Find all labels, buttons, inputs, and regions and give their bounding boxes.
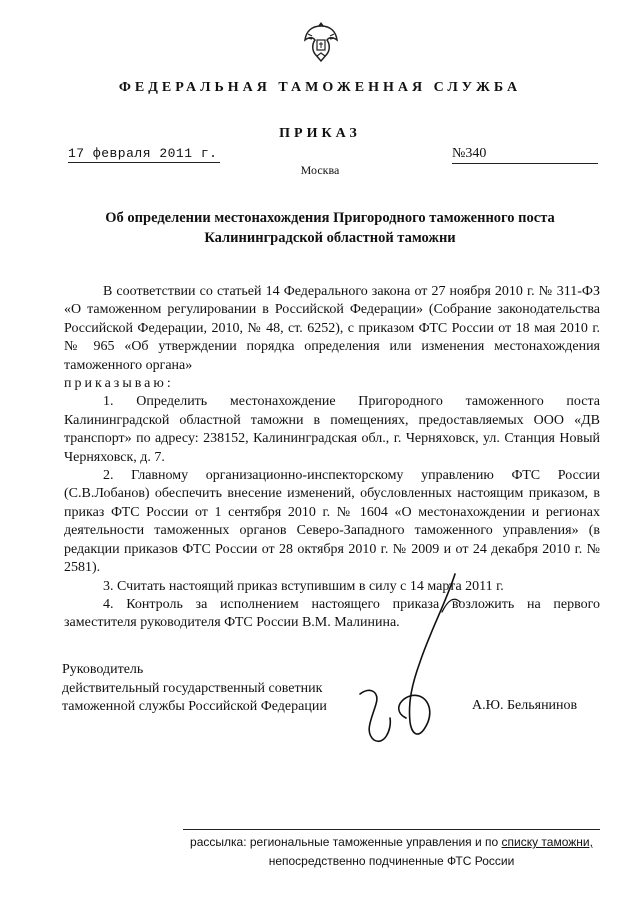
distribution-divider xyxy=(183,829,600,830)
preamble-text: В соответствии со статьей 14 Федерального закона от 27 ноября 2010 г. № 311-ФЗ «О таможенном регулировании в Российской Федерации» (Собрание законодательства Российской Федерации, 2010, № 48, ст. 6252), с приказом ФТС России от 18 мая 2010 г. № 965 «Об утверждении порядка определения или изменения местонахождения таможенного органа» xyxy=(64,284,600,373)
preamble xyxy=(64,283,600,393)
subject-line-2: Калининградской областной таможни xyxy=(204,230,456,246)
signatory-name: А.Ю. Бельянинов xyxy=(472,698,578,713)
distribution-prefix: рассылка: региональные таможенные управления и по xyxy=(190,835,502,849)
distribution-line-2: непосредственно подчиненные ФТС России xyxy=(268,854,515,868)
order-subject xyxy=(60,208,600,248)
signatory-title xyxy=(62,661,382,717)
order-date: 17 февраля 2011 г. xyxy=(68,146,220,163)
signatory-title-line-2: действительный государственный советник xyxy=(62,680,323,696)
distribution-list-link[interactable]: списку таможни, xyxy=(501,835,593,849)
russian-coat-of-arms-icon xyxy=(303,20,339,64)
order-item-3: 3. Считать настоящий приказ вступившим в силу с 14 марта 2011 г. xyxy=(103,578,504,594)
signatory-title-line-3: таможенной службы Российской Федерации xyxy=(62,699,327,714)
signatory-title-line-1: Руководитель xyxy=(62,662,144,677)
document-type-title: ПРИКАЗ xyxy=(279,126,361,141)
order-body xyxy=(64,283,600,633)
distribution-line-1 xyxy=(183,833,600,852)
subject-line-1: Об определении местонахождения Пригородного таможенного поста xyxy=(105,210,555,226)
order-item-2: 2. Главному организационно-инспекторскому управлению ФТС России (С.В.Лобанов) обеспечить внесение изменений, обусловленных настоящим приказом, в приказ ФТС России от 1 сентября 2010 г. № 1604 «О местонахождении и регионах деятельности таможенных органов Северо-Западного таможенного управления» (в редакции приказов ФТС России от 28 октября 2010 г. № 2009 и от 24 декабря 2010 г. № 2581). xyxy=(64,468,600,576)
agency-name: ФЕДЕРАЛЬНАЯ ТАМОЖЕННАЯ СЛУЖБА xyxy=(118,80,522,95)
order-item-4: 4. Контроль за исполнением настоящего приказа возложить на первого заместителя руководителя ФТС России В.М. Малинина. xyxy=(64,596,600,631)
order-word: приказываю: xyxy=(64,376,174,392)
distribution-list xyxy=(183,833,600,871)
issue-city: Москва xyxy=(300,163,340,177)
order-number: №340 xyxy=(452,146,598,164)
order-item-1: 1. Определить местонахождение Пригородного таможенного поста Калининградской областной таможни в помещениях, предоставляемых ООО «ДВ транспорт» по адресу: 238152, Калининградская обл., г. Черняховск, ул. Станция Новый Черняховск, д. 7. xyxy=(64,394,600,465)
